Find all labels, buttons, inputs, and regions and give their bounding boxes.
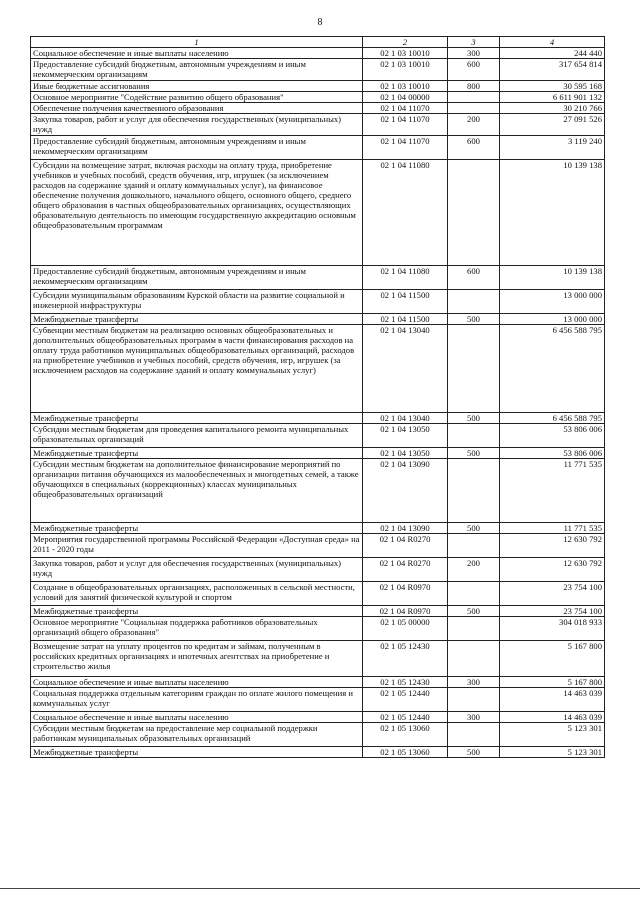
row-amount: 6 611 901 132: [500, 92, 605, 103]
row-code: 02 1 05 00000: [363, 617, 448, 641]
row-code: 02 1 04 11070: [363, 114, 448, 136]
row-code: 02 1 04 11070: [363, 136, 448, 160]
table-row: [31, 424, 605, 448]
row-code: 02 1 03 10010: [363, 48, 448, 59]
row-amount: 5 167 800: [500, 677, 605, 688]
row-name: Обеспечение получения качественного образования: [31, 103, 363, 114]
row-name: Межбюджетные трансферты: [31, 523, 363, 534]
row-amount: 30 595 168: [500, 81, 605, 92]
row-amount: 23 754 100: [500, 582, 605, 606]
row-name: Межбюджетные трансферты: [31, 747, 363, 758]
row-name: Предоставление субсидий бюджетным, автономным учреждениям и иным некоммерческим организациям: [31, 136, 363, 160]
table-row: [31, 747, 605, 758]
row-expense-type: 200: [448, 114, 500, 136]
row-expense-type: 600: [448, 136, 500, 160]
row-expense-type: 500: [448, 747, 500, 758]
row-code: 02 1 05 12440: [363, 712, 448, 723]
table-row: [31, 459, 605, 523]
row-amount: 23 754 100: [500, 606, 605, 617]
row-expense-type: [448, 103, 500, 114]
row-amount: 6 456 588 795: [500, 325, 605, 413]
row-expense-type: 300: [448, 677, 500, 688]
row-name: Субсидии местным бюджетам для проведения капитального ремонта муниципальных образовательных организаций: [31, 424, 363, 448]
row-name: Предоставление субсидий бюджетным, автономным учреждениям и иным некоммерческим организациям: [31, 266, 363, 290]
table-row: [31, 413, 605, 424]
row-expense-type: [448, 582, 500, 606]
table-row: [31, 558, 605, 582]
table-row: [31, 641, 605, 677]
table-row: [31, 103, 605, 114]
row-amount: 10 139 138: [500, 266, 605, 290]
table-row: [31, 48, 605, 59]
row-name: Социальное обеспечение и иные выплаты населению: [31, 712, 363, 723]
column-header-code: 2: [363, 37, 448, 48]
row-expense-type: [448, 688, 500, 712]
row-name: Социальное обеспечение и иные выплаты населению: [31, 48, 363, 59]
row-code: 02 1 04 11500: [363, 314, 448, 325]
row-expense-type: [448, 617, 500, 641]
row-expense-type: 500: [448, 448, 500, 459]
row-code: 02 1 05 12430: [363, 677, 448, 688]
row-amount: 11 771 535: [500, 459, 605, 523]
row-expense-type: [448, 459, 500, 523]
row-name: Межбюджетные трансферты: [31, 448, 363, 459]
row-name: Мероприятия государственной программы Российской Федерации «Доступная среда» на 2011 - 2020 годы: [31, 534, 363, 558]
row-name: Межбюджетные трансферты: [31, 606, 363, 617]
table-row: [31, 114, 605, 136]
row-code: 02 1 04 00000: [363, 92, 448, 103]
row-amount: 5 167 800: [500, 641, 605, 677]
table-row: [31, 712, 605, 723]
row-amount: 244 440: [500, 48, 605, 59]
row-expense-type: [448, 160, 500, 266]
row-name: Основное мероприятие "Социальная поддержка работников образовательных организаций общего образования": [31, 617, 363, 641]
row-code: 02 1 03 10010: [363, 59, 448, 81]
row-name: Социальное обеспечение и иные выплаты населению: [31, 677, 363, 688]
row-amount: 5 123 301: [500, 747, 605, 758]
row-amount: 5 123 301: [500, 723, 605, 747]
row-code: 02 1 03 10010: [363, 81, 448, 92]
row-code: 02 1 04 13040: [363, 325, 448, 413]
row-expense-type: [448, 723, 500, 747]
row-code: 02 1 05 13060: [363, 723, 448, 747]
row-name: Иные бюджетные ассигнования: [31, 81, 363, 92]
row-amount: 10 139 138: [500, 160, 605, 266]
table-row: [31, 59, 605, 81]
row-code: 02 1 05 13060: [363, 747, 448, 758]
row-amount: 13 000 000: [500, 290, 605, 314]
row-expense-type: 500: [448, 413, 500, 424]
row-amount: 11 771 535: [500, 523, 605, 534]
row-code: 02 1 05 12440: [363, 688, 448, 712]
table-row: [31, 617, 605, 641]
row-amount: 13 000 000: [500, 314, 605, 325]
row-amount: 3 119 240: [500, 136, 605, 160]
row-expense-type: 800: [448, 81, 500, 92]
table-row: [31, 314, 605, 325]
row-expense-type: [448, 641, 500, 677]
table-row: [31, 534, 605, 558]
row-amount: 304 018 933: [500, 617, 605, 641]
table-row: [31, 606, 605, 617]
row-name: Социальная поддержка отдельным категориям граждан по оплате жилого помещения и коммунальных услуг: [31, 688, 363, 712]
row-code: 02 1 04 13040: [363, 413, 448, 424]
column-header-amount: 4: [500, 37, 605, 48]
column-header-name: 1: [31, 37, 363, 48]
table-row: [31, 523, 605, 534]
table-row: [31, 160, 605, 266]
row-expense-type: 500: [448, 314, 500, 325]
row-name: Создание в общеобразовательных организациях, расположенных в сельской местности, условий для занятий физической культурой и спортом: [31, 582, 363, 606]
row-amount: 6 456 588 795: [500, 413, 605, 424]
table-row: [31, 266, 605, 290]
row-expense-type: 500: [448, 606, 500, 617]
row-expense-type: 300: [448, 712, 500, 723]
budget-table: [30, 36, 605, 758]
row-name: Субвенции местным бюджетам на реализацию основных общеобразовательных и дополнительных общеобразовательных программ в части финансирования расходов на оплату труда работников муниципальных общеобразовательных организаций, расходов на приобретение учебников и учебных пособий, средств обучения, игр, игрушек (за исключением расходов на содержание зданий и оплату коммунальных услуг): [31, 325, 363, 413]
row-code: 02 1 04 13050: [363, 424, 448, 448]
row-code: 02 1 04 R0970: [363, 606, 448, 617]
row-code: 02 1 04 11070: [363, 103, 448, 114]
row-code: 02 1 05 12430: [363, 641, 448, 677]
row-code: 02 1 04 R0970: [363, 582, 448, 606]
table-row: [31, 582, 605, 606]
column-header-type: 3: [448, 37, 500, 48]
row-name: Межбюджетные трансферты: [31, 314, 363, 325]
table-row: [31, 448, 605, 459]
table-body: [31, 48, 605, 758]
row-expense-type: 600: [448, 59, 500, 81]
row-expense-type: 200: [448, 558, 500, 582]
table-row: [31, 677, 605, 688]
row-amount: 12 630 792: [500, 558, 605, 582]
row-amount: 53 806 006: [500, 424, 605, 448]
row-name: Закупка товаров, работ и услуг для обеспечения государственных (муниципальных) нужд: [31, 558, 363, 582]
table-row: [31, 136, 605, 160]
row-expense-type: 300: [448, 48, 500, 59]
row-code: 02 1 04 R0270: [363, 558, 448, 582]
row-expense-type: [448, 290, 500, 314]
row-expense-type: [448, 424, 500, 448]
row-code: 02 1 04 13090: [363, 523, 448, 534]
row-name: Закупка товаров, работ и услуг для обеспечения государственных (муниципальных) нужд: [31, 114, 363, 136]
row-expense-type: [448, 92, 500, 103]
table-row: [31, 325, 605, 413]
row-name: Субсидии на возмещение затрат, включая расходы на оплату труда, приобретение учебников и учебных пособий, средств обучения, игр, игрушек (за исключением расходов на содержание зданий и оплату коммунальных услуг), на финансовое обеспечение получения дошкольного, начального общего, основного общего, среднего общего образования в частных общеобразовательных организациях, осуществляющих образовательную деятельность по имеющим государственную аккредитацию основным общеобразовательным программам: [31, 160, 363, 266]
row-code: 02 1 04 11080: [363, 160, 448, 266]
row-name: Субсидии муниципальным образованиям Курской области на развитие социальной и инженерной инфраструктуры: [31, 290, 363, 314]
row-name: Субсидии местным бюджетам на дополнительное финансирование мероприятий по организации питания обучающихся из малообеспеченных и многодетных семей, а также обучающихся в специальных (коррекционных) классах муниципальных общеобразовательных организаций: [31, 459, 363, 523]
row-name: Возмещение затрат на уплату процентов по кредитам и займам, полученным в российских кредитных организациях и ипотечных агентствах на приобретение и строительство жилья: [31, 641, 363, 677]
row-name: Предоставление субсидий бюджетным, автономным учреждениям и иным некоммерческим организациям: [31, 59, 363, 81]
table-row: [31, 688, 605, 712]
row-amount: 14 463 039: [500, 712, 605, 723]
row-amount: 30 210 766: [500, 103, 605, 114]
row-expense-type: 500: [448, 523, 500, 534]
row-name: Основное мероприятие "Содействие развитию общего образования": [31, 92, 363, 103]
table-row: [31, 723, 605, 747]
row-expense-type: 600: [448, 266, 500, 290]
row-expense-type: [448, 325, 500, 413]
table-row: [31, 81, 605, 92]
table-row: [31, 290, 605, 314]
row-name: Межбюджетные трансферты: [31, 413, 363, 424]
page-bottom-rule: [0, 888, 640, 889]
row-amount: 12 630 792: [500, 534, 605, 558]
row-name: Субсидии местным бюджетам на предоставление мер социальной поддержки работникам муниципальных образовательных организаций: [31, 723, 363, 747]
row-code: 02 1 04 R0270: [363, 534, 448, 558]
row-amount: 27 091 526: [500, 114, 605, 136]
row-amount: 14 463 039: [500, 688, 605, 712]
row-expense-type: [448, 534, 500, 558]
row-code: 02 1 04 11080: [363, 266, 448, 290]
table-row: [31, 92, 605, 103]
table-header-row: [31, 37, 605, 48]
row-code: 02 1 04 13050: [363, 448, 448, 459]
row-amount: 53 806 006: [500, 448, 605, 459]
row-code: 02 1 04 11500: [363, 290, 448, 314]
row-code: 02 1 04 13090: [363, 459, 448, 523]
row-amount: 317 654 814: [500, 59, 605, 81]
page-number: 8: [317, 17, 323, 28]
